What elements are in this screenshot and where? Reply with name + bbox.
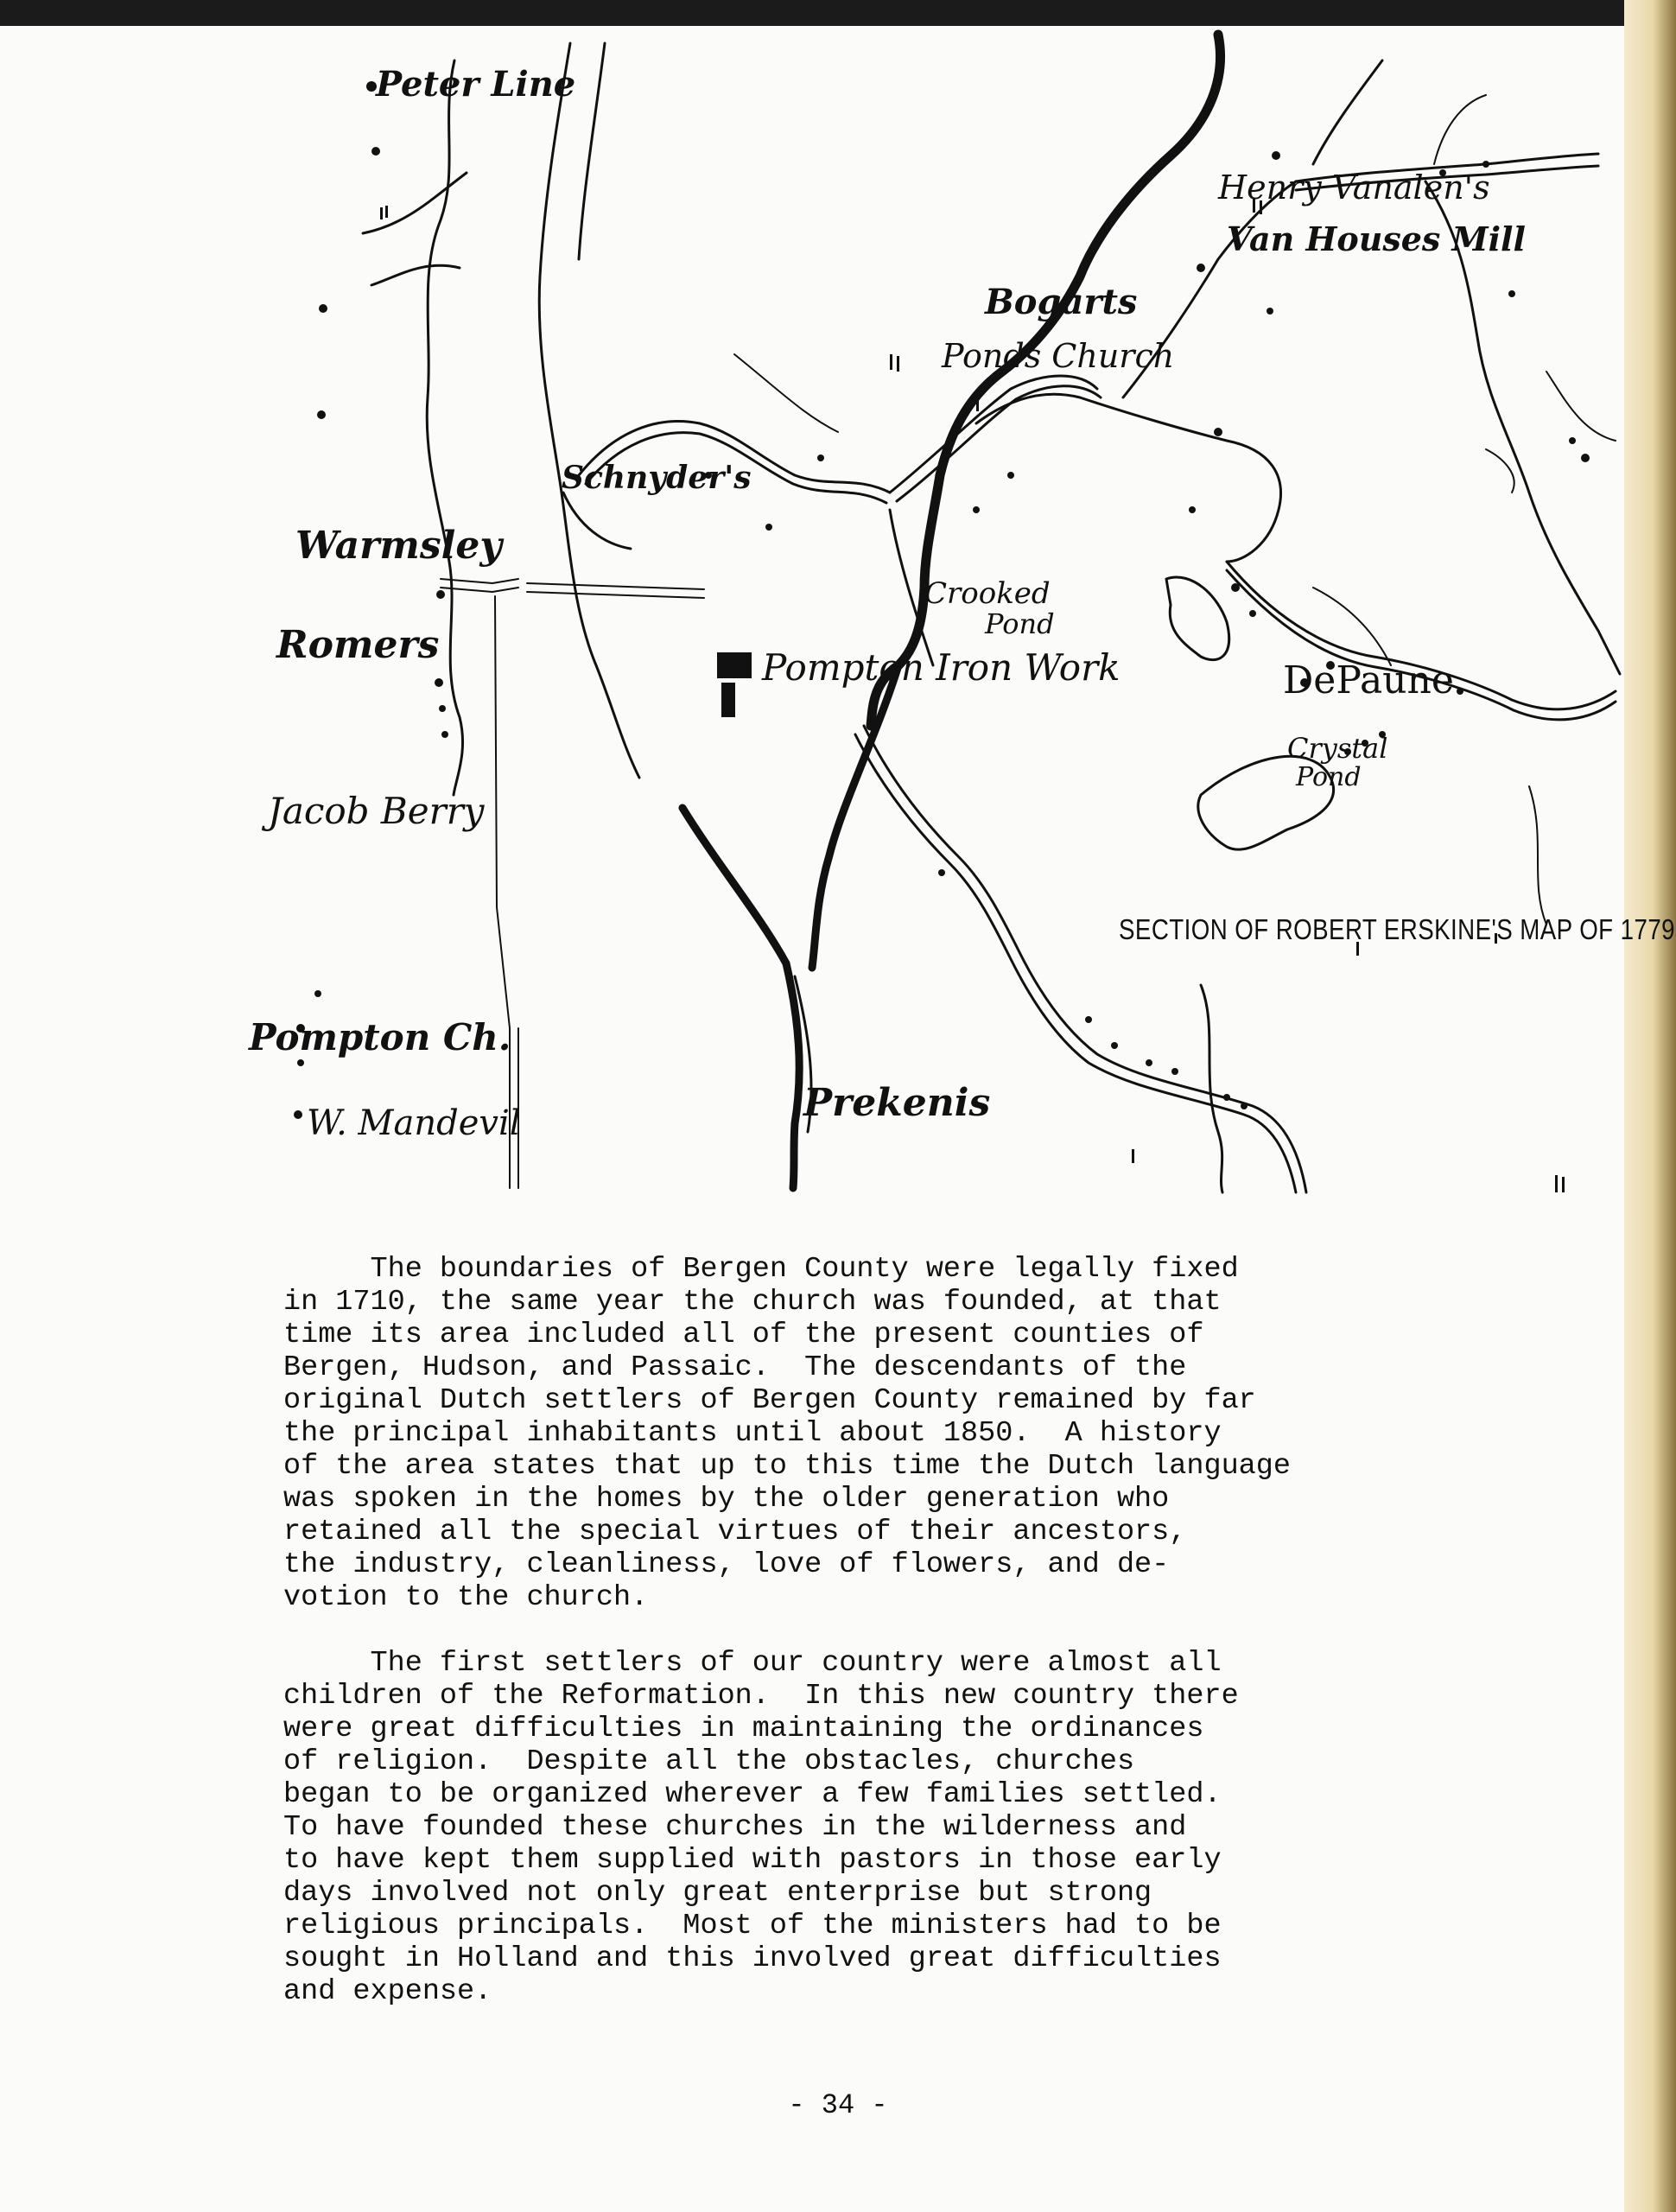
body-text <box>283 1253 1476 2041</box>
map-label-prekenis: Prekenis <box>803 1081 991 1125</box>
map-label-van-houses-mill: Van Houses Mill <box>1227 219 1526 258</box>
map-label-romers: Romers <box>276 623 440 667</box>
map-label-crystal-pond: Pond <box>1296 762 1362 792</box>
map-label-crystal: Crystal <box>1287 732 1388 765</box>
map-label-depaune: DePaune <box>1283 658 1454 702</box>
historical-map <box>233 26 1676 1201</box>
map-label-ponds-church: Ponds Church <box>942 337 1175 375</box>
map-label-jacob-berry: Jacob Berry <box>268 790 485 832</box>
map-label-w-mandevil: W. Mandevil <box>307 1103 521 1143</box>
map-caption: SECTION OF ROBERT ERSKINE'S MAP OF 1779 <box>1119 913 1676 945</box>
map-label-bogarts: Bogarts <box>985 282 1138 322</box>
map-label-crooked-pond: Pond <box>985 607 1055 640</box>
scan-top-edge <box>0 0 1676 26</box>
paragraph-first-settlers: The first settlers of our country were almost all children of the Reformation. In this new country there were great difficulties in maintaining the ordinances of religion. Despite all the obstacles, churches began to be organized wherever a few families settled. To have founded these churches in the wilderness and to have kept them supplied with pastors in those early days involved not only great enterprise but strong religious principals. Most of the ministers had to be sought in Holland and this involved great difficulties and expense. <box>283 1647 1239 2008</box>
map-label-peter-line: Peter Line <box>376 64 576 105</box>
map-label-schnyders: Schnyder's <box>562 460 752 496</box>
map-label-pompton-church: Pompton Ch. <box>249 1016 511 1058</box>
paragraph-boundaries: The boundaries of Bergen County were legally fixed in 1710, the same year the church was founded, at that time its area included all of the present counties of Bergen, Hudson, and Passaic. The descendants of the original Dutch settlers of Bergen County remained by far the principal inhabitants until about 1850. A history of the area states that up to this time the Dutch language was spoken in the homes by the older generation who retained all the special virtues of their ancestors, the industry, cleanliness, love of flowers, and de- votion to the church. <box>283 1253 1291 1614</box>
map-label-henry-vanalens: Henry Vanalen's <box>1218 168 1490 207</box>
map-label-crooked: Crooked <box>924 576 1051 611</box>
map-label-warmsley: Warmsley <box>295 524 502 568</box>
page-number: - 34 - <box>788 2089 888 2121</box>
map-label-pompton-iron-work: Pompton Iron Work <box>762 646 1121 689</box>
scan-right-edge <box>1624 0 1676 2212</box>
